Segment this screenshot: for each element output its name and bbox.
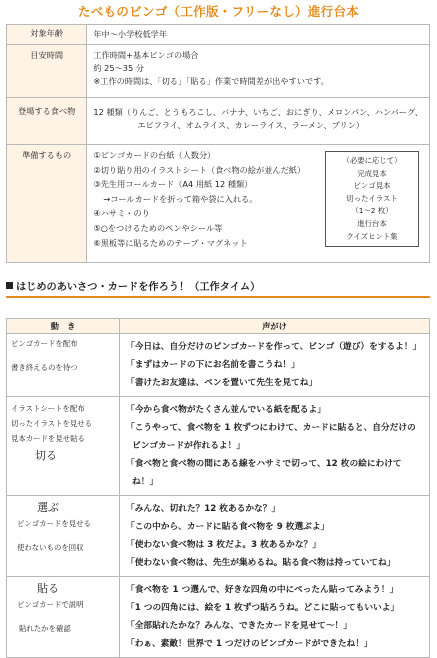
- col-speech-header: 声がけ: [120, 319, 430, 334]
- action-line: [11, 350, 115, 362]
- optional-line: （必要に応じて）: [342, 156, 402, 165]
- optional-line: 完成見本: [357, 168, 387, 178]
- speech-line: 「食べ物と食べ物の間にある線をハサミで切って、12 枚の絵にわけて: [126, 459, 402, 469]
- action-line: 切ったイラストを見せる: [11, 419, 93, 428]
- step-actions: [7, 334, 120, 397]
- optional-line: 切ったイラスト: [346, 193, 398, 203]
- time-label: 目安時間: [7, 45, 87, 98]
- step-phase-label: 貼る: [37, 582, 59, 595]
- action-line: [11, 611, 115, 623]
- action-line: ビンゴカードで説明: [17, 600, 84, 609]
- step-row: [7, 577, 430, 658]
- prep-line: ③先生用コールカード（A4 用紙 12 種類）: [93, 179, 253, 190]
- optional-items-box: [325, 151, 419, 247]
- speech-line: 「食べ物を 1 つ選んで、好きな四角の中にぺったん貼ってみよう！」: [126, 585, 399, 595]
- prep-line: ⑥黒板等に貼るためのテープ・マグネット: [93, 237, 248, 248]
- speech-line: 「こうやって、食べ物を 1 枚ずつにわけて、カードに貼ると、自分だけの: [126, 423, 416, 433]
- action-line: ビンゴカードを見せる: [17, 519, 91, 528]
- optional-line: 進行台本: [357, 218, 387, 228]
- speech-line: 「この中から、カードに貼る食べ物を 9 枚選ぶよ」: [126, 522, 330, 532]
- target-label: 対象年齢: [7, 25, 87, 45]
- prep-label: 準備するもの: [7, 145, 87, 263]
- step-actions: [7, 577, 120, 658]
- step-speech: [120, 397, 430, 496]
- optional-line: （1〜2 枚）: [351, 206, 393, 216]
- section-title: はじめのあいさつ・カードを作ろう！（工作タイム）: [16, 282, 261, 293]
- info-row-target: [7, 25, 430, 45]
- steps-header-row: [7, 319, 430, 334]
- step-actions: [7, 397, 120, 496]
- speech-line: 「まずはカードの下にお名前を書こうね！」: [126, 360, 300, 370]
- step-row: [7, 496, 430, 577]
- foods-line: エビフライ、オムライス、カレーライス、ラーメン、プリン）: [137, 120, 365, 130]
- speech-line: 「使わない食べ物は、先生が集めるね。貼る食べ物は持っていてね」: [126, 558, 396, 568]
- speech-line: 「全部貼れたかな？みんな、できたカードを見せて〜！」: [126, 621, 352, 631]
- step-actions: [7, 496, 120, 577]
- speech-line: 「1 つの四角には、絵を 1 枚ずつ貼ろうね。どこに貼ってもいいよ」: [126, 603, 400, 613]
- foods-line: 12 種類（りんご、とうもろこし、バナナ、いちご、おにぎり、メロンパン、ハンバーグ、: [93, 107, 423, 117]
- prep-value: [87, 145, 430, 263]
- action-line: 使わないものを回収: [17, 543, 84, 552]
- square-bullet-icon: [6, 282, 13, 289]
- section-divider: [6, 296, 430, 298]
- speech-line: 「使わない食べ物は 3 枚だよ。3 枚あるかな？」: [126, 540, 321, 550]
- foods-label: 登場する食べ物: [7, 98, 87, 145]
- optional-line: ビンゴ見本: [353, 181, 391, 191]
- speech-line: 「わぁ、素敵！世界で 1 つだけのビンゴカードができたね！」: [126, 639, 373, 649]
- speech-line: 「今日は、自分だけのビンゴカードを作って、ビンゴ（遊び）をするよ！」: [126, 342, 422, 352]
- info-row-time: [7, 45, 430, 98]
- info-table: [6, 24, 430, 263]
- prep-line: →コールカードを折って箱や袋に入れる。: [103, 193, 258, 204]
- section-heading: [6, 278, 260, 293]
- speech-line: ビンゴカードが作れるよ！」: [132, 441, 245, 451]
- action-line: ビンゴカードを配布: [11, 339, 78, 348]
- time-value: [87, 45, 430, 98]
- time-line: 約 25〜35 分: [93, 63, 144, 73]
- speech-line: 「みんな、切れた？12 枚あるかな？」: [126, 504, 281, 514]
- prep-line: ⑤○をつけるためのペンやシール等: [93, 222, 223, 233]
- target-value: 年中〜小学校低学年: [87, 25, 430, 45]
- page-title: たべものビンゴ（工作版・フリーなし）進行台本: [77, 4, 360, 19]
- step-row: [7, 334, 430, 397]
- action-line: 貼れたかを確認: [19, 624, 71, 633]
- time-line: ※工作の時間は、「切る」「貼る」作業で時間差が出やすいです。: [93, 76, 329, 86]
- step-speech: [120, 496, 430, 577]
- optional-line: クイズヒント集: [346, 231, 398, 241]
- info-row-prep: [7, 145, 430, 263]
- action-line: 見本カードを見せ貼る: [11, 434, 85, 443]
- steps-table: [6, 318, 430, 658]
- step-phase-label: 選ぶ: [37, 501, 59, 514]
- col-action-header: 動 き: [7, 319, 120, 334]
- action-line: [11, 530, 115, 542]
- step-speech: [120, 334, 430, 397]
- speech-line: 「書けたお友達は、ペンを置いて先生を見てね」: [126, 378, 318, 388]
- prep-line: ①ビンゴカードの台紙（人数分）: [93, 150, 216, 160]
- action-line: イラストシートを配布: [11, 404, 85, 413]
- step-phase-label: 切る: [35, 449, 57, 462]
- info-row-foods: [7, 98, 430, 145]
- speech-line: ね！」: [132, 477, 159, 487]
- prep-line: ④ハサミ・のり: [93, 208, 150, 219]
- time-line: 工作時間+基本ビンゴの場合: [93, 50, 199, 60]
- step-speech: [120, 577, 430, 658]
- foods-value: [87, 98, 430, 145]
- prep-line: ②切り貼り用のイラストシート（食べ物の絵が並んだ紙）: [93, 164, 306, 175]
- speech-line: 「今から食べ物がたくさん並んでいる紙を配るよ」: [126, 405, 326, 415]
- step-row: [7, 397, 430, 496]
- action-line: 書き終えるのを待つ: [11, 363, 78, 372]
